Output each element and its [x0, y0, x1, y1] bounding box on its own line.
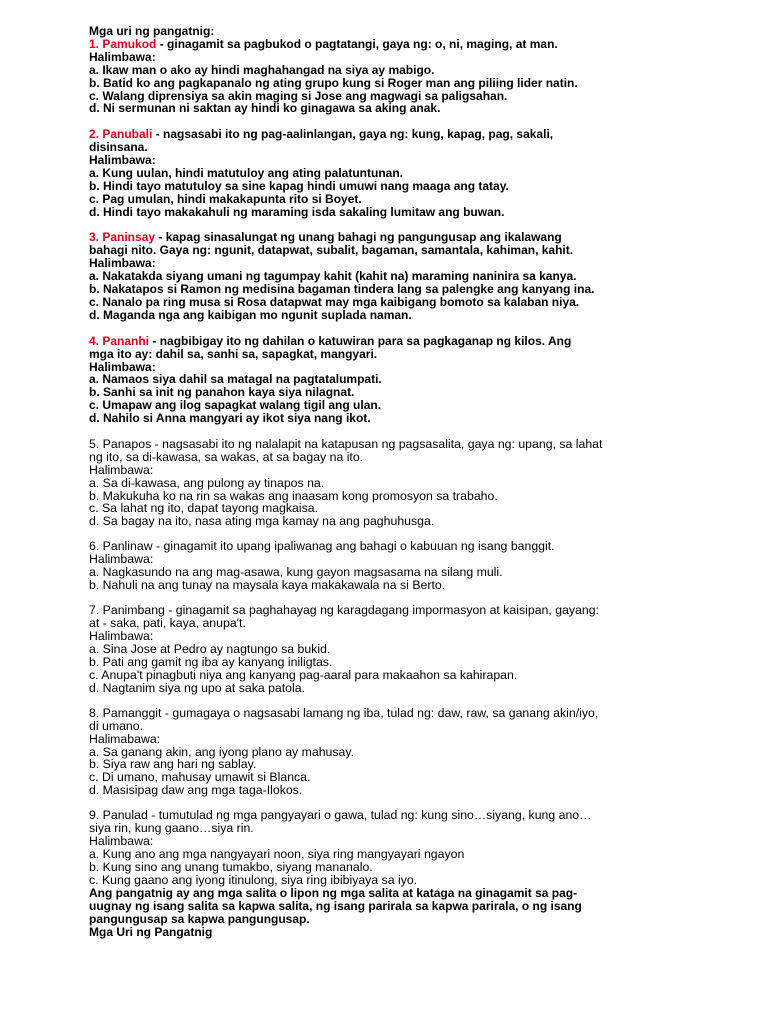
- closing-paragraph: [89, 887, 689, 939]
- example-item: a. Nakatakda siyang umani ng tagumpay kahit (kahit na) maraming naninira sa kanya.: [89, 269, 577, 284]
- example-item: d. Hindi tayo makakahuli ng maraming isda sakaling lumitaw ang buwan.: [89, 204, 505, 219]
- example-label: Halimabawa:: [89, 731, 161, 746]
- example-item: a. Ikaw man o ako ay hindi maghahangad na siya ay mabigo.: [89, 62, 435, 77]
- pangatnig-section: [89, 128, 689, 218]
- example-item: a. Sa ganang akin, ang iyong plano ay mahusay.: [89, 744, 355, 759]
- section-description: - nagsasabi ito ng pag-aalinlangan, gaya ng: kung, kapag, pag, sakali,: [152, 127, 554, 142]
- example-label: Halimbawa:: [89, 153, 156, 168]
- pangatnig-section: [89, 540, 689, 592]
- example-item: a. Nagkasundo na ang mag-asawa, kung gayon magsasama na silang muli.: [89, 565, 503, 580]
- example-item: b. Pati ang gamit ng iba ay kanyang iniligtas.: [89, 654, 333, 669]
- example-item: a. Sina Jose at Pedro ay nagtungo sa bukid.: [89, 642, 331, 656]
- document-page: [89, 25, 689, 938]
- example-item: b. Kung sino ang unang tumakbo, siyang mananalo.: [89, 859, 373, 874]
- example-label: Halimbawa:: [89, 359, 156, 374]
- section-heading-line: 5. Panapos - nagsasabi ito ng nalalapit na katapusan ng pagsasalita, gaya ng: upang, sa lahat: [89, 436, 603, 451]
- example-item: b. Sanhi sa init ng panahon kaya siya nilagnat.: [89, 385, 355, 400]
- pangatnig-section: [89, 604, 689, 694]
- example-item: c. Di umano, mahusay umawit si Blanca.: [89, 770, 311, 785]
- example-item: c. Anupa't pinagbuti niya ang kanyang pag-aaral para makaahon sa kahirapan.: [89, 667, 518, 682]
- example-item: b. Nakatapos si Ramon ng medisina bagaman tindera lang sa palengke ang kanyang ina.: [89, 282, 595, 297]
- section-heading-line: at - saka, pati, kaya, anupa't.: [89, 616, 246, 631]
- section-name: Pananhi: [102, 333, 150, 348]
- closing-line: uugnay ng isang salita sa kapwa salita, ng isang parirala sa kapwa parirala, o ng isang: [89, 898, 582, 913]
- section-description: bahagi nito. Gaya ng: ngunit, datapwat, subalit, bagaman, samantala, kahiman, kahit.: [89, 243, 574, 258]
- example-item: c. Pag umulan, hindi makakapunta rito si Boyet.: [89, 191, 362, 206]
- example-item: d. Masisipag daw ang mga taga-Ilokos.: [89, 783, 303, 798]
- bold-sections: [89, 38, 689, 438]
- pangatnig-section: [89, 335, 689, 425]
- section-number: 2.: [89, 127, 103, 142]
- section-heading-line: ng ito, sa di-kawasa, sa wakas, at sa bagay na ito.: [89, 449, 364, 464]
- section-heading-line: 7. Panimbang - ginagamit sa paghahayag ng karagdagang impormasyon at kaisipan, gayang:: [89, 603, 599, 618]
- example-item: d. Maganda nga ang kaibigan mo ngunit suplada naman.: [89, 307, 412, 322]
- section-description: mga ito ay: dahil sa, sanhi sa, sapagkat, mangyari.: [89, 346, 378, 361]
- example-item: b. Hindi tayo matutuloy sa sine kapag hindi umuwi nang maaga ang tatay.: [89, 178, 509, 193]
- example-label: Halimbawa:: [89, 629, 154, 644]
- section-heading-line: [89, 128, 689, 141]
- section-description: - nagbibigay ito ng dahilan o katuwiran para sa pagkaganap ng kilos. Ang: [149, 333, 572, 348]
- example-label: Halimbawa:: [89, 256, 156, 271]
- example-item: c. Umapaw ang ilog sapagkat walang tigil ang ulan.: [89, 398, 382, 413]
- example-label: Halimbawa:: [89, 49, 156, 64]
- section-number: 1.: [89, 36, 103, 51]
- section-heading-line: di umano.: [89, 718, 144, 733]
- section-description: disinsana.: [89, 140, 148, 155]
- example-item: c. Sa lahat ng ito, dapat tayong magkaisa.: [89, 501, 319, 516]
- example-item: a. Sa di-kawasa, ang pulong ay tinapos na.: [89, 475, 325, 490]
- section-heading-line: 6. Panlinaw - ginagamit ito upang ipaliwanag ang bahagi o kabuuan ng isang banggit.: [89, 539, 555, 554]
- section-description: - kapag sinasalungat ng unang bahagi ng pangungusap ang ikalawang: [155, 230, 562, 245]
- section-spacer: [89, 695, 689, 707]
- section-number: 3.: [89, 230, 103, 245]
- example-item: a. Kung ano ang mga nangyayari noon, siya ring mangyayari ngayon: [89, 847, 465, 862]
- section-heading-line: [89, 244, 689, 257]
- example-label: Halimbawa:: [89, 462, 154, 477]
- pangatnig-section: [89, 809, 689, 886]
- section-spacer: [89, 425, 689, 438]
- section-number: 4.: [89, 333, 103, 348]
- section-heading-line: 9. Panulad - tumutulad ng mga pangyayari o gawa, tulad ng: kung sino…siyang, kung ano…: [89, 808, 592, 823]
- pangatnig-section: [89, 38, 689, 115]
- section-description: - ginagamit sa pagbukod o pagtatangi, gaya ng: o, ni, maging, at man.: [156, 36, 558, 51]
- example-item: a. Namaos siya dahil sa matagal na pagtatalumpati.: [89, 372, 382, 387]
- document-title: Mga uri ng pangatnig:: [89, 24, 215, 38]
- example-item: b. Siya raw ang hari ng sablay.: [89, 757, 257, 772]
- example-item: d. Nahilo si Anna mangyari ay ikot siya nang ikot.: [89, 411, 371, 426]
- example-item: b. Nahuli na ang tunay na maysala kaya makakawala na si Berto.: [89, 578, 446, 593]
- section-name: Paninsay: [102, 230, 156, 245]
- example-item: c. Kung gaano ang iyong itinulong, siya ring ibibiyaya sa iyo.: [89, 872, 418, 887]
- section-name: Pamukod: [102, 36, 157, 51]
- plain-sections: [89, 438, 689, 887]
- example-item: c. Nanalo pa ring musa si Rosa datapwat may mga kaibigang bomoto sa kalaban niya.: [89, 295, 580, 309]
- section-heading-line: [89, 141, 689, 154]
- example-item: d. Nagtanim siya ng upo at saka patola.: [89, 680, 306, 695]
- pangatnig-section: [89, 438, 689, 528]
- example-item: d. Ni sermunan ni saktan ay hindi ko ginagawa sa aking anak.: [89, 101, 441, 116]
- example-item: c. Walang diprensiya sa akin maging si Jose ang magwagi sa paligsahan.: [89, 88, 508, 103]
- closing-line: Ang pangatnig ay ang mga salita o lipon ng mga salita at kataga na ginagamit sa pag-: [89, 885, 578, 900]
- section-heading-line: [89, 348, 689, 361]
- section-heading-line: 8. Pamanggit - gumagaya o nagsasabi lamang ng iba, tulad ng: daw, raw, sa ganang akin/iyo,: [89, 705, 599, 720]
- pangatnig-section: [89, 231, 689, 321]
- closing-line: pangungusap sa kapwa pangungusap.: [89, 911, 310, 926]
- closing-line: Mga Uri ng Pangatnig: [89, 924, 213, 939]
- example-item: b. Batid ko ang pagkapanalo ng ating grupo kung si Roger man ang piliing lider natin.: [89, 75, 578, 90]
- pangatnig-section: [89, 707, 689, 797]
- example-item: b. Makukuha ko na rin sa wakas ang inaasam kong promosyon sa trabaho.: [89, 488, 498, 503]
- example-item: a. Kung uulan, hindi matutuloy ang ating palatuntunan.: [89, 165, 403, 180]
- section-heading-line: siya rin, kung gaano…siya rin.: [89, 821, 254, 836]
- example-label: Halimbawa:: [89, 552, 154, 567]
- section-heading-line: [89, 38, 689, 51]
- example-label: Halimbawa:: [89, 834, 154, 849]
- section-name: Panubali: [102, 127, 153, 142]
- example-item: d. Sa bagay na ito, nasa ating mga kamay na ang paghuhusga.: [89, 514, 435, 529]
